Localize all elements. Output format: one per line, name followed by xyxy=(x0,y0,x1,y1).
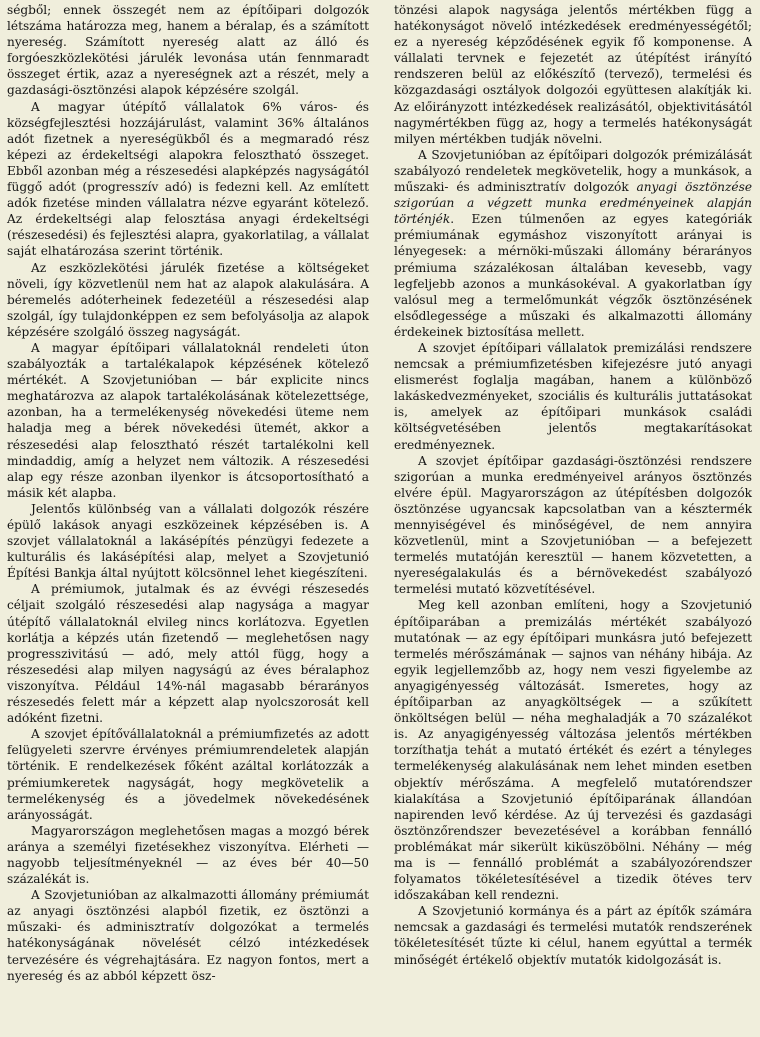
paragraph-with-emphasis xyxy=(394,147,752,340)
paragraph: A szovjet építőipar gazdasági-ösztönzési rendszere szigorúan a munka eredményeivel arányos ösztönzés elvére épül. Magyarországon az útépítésben dolgozók ösztönzése ugyancsak kapcsolatban van a késztermék mennyiségével és minőségével, de nem annyira közvetlenül, mint a Szovjetunióban — a befejezett termelés mutatóján keresztül — hanem közvetetten, a nyereségalakulás és a bérnövekedést szabályozó termelési mutató közvetítésével. xyxy=(394,453,752,597)
paragraph: Magyarországon meglehetősen magas a mozgó bérek aránya a személyi fizetésekhez viszonyítva. Elérheti — nagyobb teljesítményeknél — az éves bér 40—50 százalékát is. xyxy=(7,823,369,887)
paragraph: tönzési alapok nagysága jelentős mértékben függ a hatékonyságot növelő intézkedések eredményességétől; ez a nyereség képződésének egyik fő komponense. A vállalati tervnek e fejezetét az útépítést irányító rendszeren belül az előkészítő (tervező), termelési és közgazdasági osztályok dolgozói együttesen alakítják ki. Az előirányzott intézkedések realizásától, objektivitásától nagymértékben függ az, hogy a termelés hatékonyságát milyen mértékben tudják növelni. xyxy=(394,3,752,146)
paragraph: A Szovjetunióban az alkalmazotti állomány prémiumát az anyagi ösztönzési alapból fizetik, ez ösztönzi a műszaki- és adminisztratív dolgozókat a termelés hatékonyságának növelését célzó intézkedések tervezésére és végrehajtására. Ez nagyon fontos, mert a nyereség és az abból képzett ösz- xyxy=(7,888,369,983)
right-text-column xyxy=(394,2,752,968)
paragraph: Meg kell azonban említeni, hogy a Szovjetunió építőiparában a premizálás mértékét szabályozó mutatónak — az egy építőipari munkásra jutó befejezett termelés mérőszámának — sajnos van néhány hibája. Az egyik legjellemzőbb az, hogy nem veszi figyelembe az anyagigényesség változását. Ismeretes, hogy az építőiparban az anyagköltségek — a szűkített önköltségen belül — néha meghaladják a 70 százalékot is. Az anyagigényesség változása jelentős mértékben torzíthatja tehát a mutató értékét és ezért a tényleges termelékenység alakulásának nem lehet minden esetben objektív mérőszáma. A megfelelő mutatórendszer kialakítása a Szovjetunió építőiparának állandóan napirenden levő kérdése. Az új tervezési és gazdasági ösztönzőrendszer bevezetésével a korábban fennálló problémákat már sikerült kiküszöbölni. Néhány — még ma is — fennálló problémát a szabályozórendszer folyamatos tökéletesítésével a tizedik ötéves terv időszakában kell rendezni. xyxy=(394,598,752,903)
paragraph: A magyar útépítő vállalatok 6% város- és községfejlesztési hozzájárulást, valamint 36% általános adót fizetnek a nyereségükből és a megmaradó rész képezi az érdekeltségi alapokra felosztható összeget. Ebből azonban még a részesedési alapképzés nagyságától függő adót (progresszív adó) is fedezni kell. Az említett adók fizetése minden vállalatra nézve egyaránt kötelező. Az érdekeltségi alap felosztása anyagi érdekeltségi (részesedési) és fejlesztési alapra, gyakorlatilag, a vállalat saját elhatározása szerint történik. xyxy=(7,99,369,259)
paragraph-text: A Szovjetunióban az építőipari dolgozók prémizálását szabályozó rendeletek megkövetelik, hogy a munkások, a műszaki- és adminisztratív dolgozók xyxy=(394,147,752,195)
paragraph: Jelentős különbség van a vállalati dolgozók részére épülő lakások anyagi eszközeinek képzésében is. A szovjet vállalatoknál a lakásépítés pénzügyi fedezete a kulturális és lakásépítési alap, melyet a Szovjetunió Építési Bankja által nyújtott kölcsönnel lehet kiegészíteni. xyxy=(7,501,369,581)
paragraph: A Szovjetunió kormánya és a párt az építők számára nemcsak a gazdasági és termelési mutatók rendszerének tökéletesítését tűzte ki célul, hanem egyúttal a termék minőségét értékelő objektív mutatók kidolgozását is. xyxy=(394,904,752,967)
emphasized-text: anyagi ösztönzése szigorúan a végzett munka eredményeinek alapján történjék xyxy=(394,180,752,227)
left-text-column xyxy=(7,2,369,984)
paragraph-text: . Ezen túlmenően az egyes kategóriák prémiumának egymáshoz viszonyított arányai is lényegesek: a mérnöki-műszaki állomány bérarányos prémiuma százalékosan általában kevesebb, vagy legfeljebb azonos a munkásokéval. A gyakorlatban így valósul meg a termelőmunkát végzők ösztönzésének elsődlegessége a műszaki és alkalmazotti állomány érdekeinek biztosítása mellett. xyxy=(394,212,752,339)
paragraph: Az eszközlekötési járulék fizetése a költségeket növeli, így közvetlenül nem hat az alapok alakulására. A béremelés adóterheinek fedezetéül a részesedési alap szolgál, így tulajdonképpen ez sem befolyásolja az alapok képzésére szolgáló összeg nagyságát. xyxy=(7,260,369,339)
paragraph: ségből; ennek összegét nem az építőipari dolgozók létszáma határozza meg, hanem a béralap, és a számított nyereség. Számított nyereség alatt az álló és forgóeszközlekötési járulék levonása után fennmaradt összeget értik, azaz a nyereségnek azt a részét, mely a gazdasági-ösztönzési alapok képzésére szolgál. xyxy=(7,3,369,98)
paragraph: A szovjet építővállalatoknál a prémiumfizetés az adott felügyeleti szervre érvényes prémiumrendeletek alapján történik. E rendelkezések főként azáltal korlátozzák a prémiumkeretek nagyságát, hogy megkövetelik a termelékenység és a jövedelmek növekedésének arányosságát. xyxy=(7,727,369,822)
paragraph: A magyar építőipari vállalatoknál rendeleti úton szabályozták a tartalékalapok képzésének kötelező mértékét. A Szovjetunióban — bár explicite nincs meghatározva az alapok tartalékolásának kötelezettsége, azonban, ha a termelékenység növekedési üteme nem haladja meg a bérek növekedési ütemét, akkor a részesedési alap felosztható részét tartalékolni kell mindaddig, amíg a helyzet nem változik. A részesedési alap egy része azonban ilyenkor is átcsoportosítható a másik két alapba. xyxy=(7,340,369,500)
paragraph: A szovjet építőipari vállalatok premizálási rendszere nemcsak a prémiumfizetésben kifejezésre jutó anyagi elismerést foglalja magában, hanem a különböző lakáskedvezményeket, szociális és kulturális juttatásokat is, amelyek az építőipari munkások családi költségvetésében jelentős megtakarításokat eredményeznek. xyxy=(394,340,752,452)
paragraph: A prémiumok, jutalmak és az évvégi részesedés céljait szolgáló részesedési alap nagysága a magyar útépítő vállalatoknál elvileg nincs korlátozva. Egyetlen korlátja a képzés után fizetendő — meglehetősen nagy progresszivitású — adó, mely attól függ, hogy a részesedési alap milyen nagyságú az éves béralaphoz viszonyítva. Például 14%-nál magasabb bérarányos részesedés felett már a képzett alap nyolcszorosát kell adóként fizetni. xyxy=(7,582,369,726)
